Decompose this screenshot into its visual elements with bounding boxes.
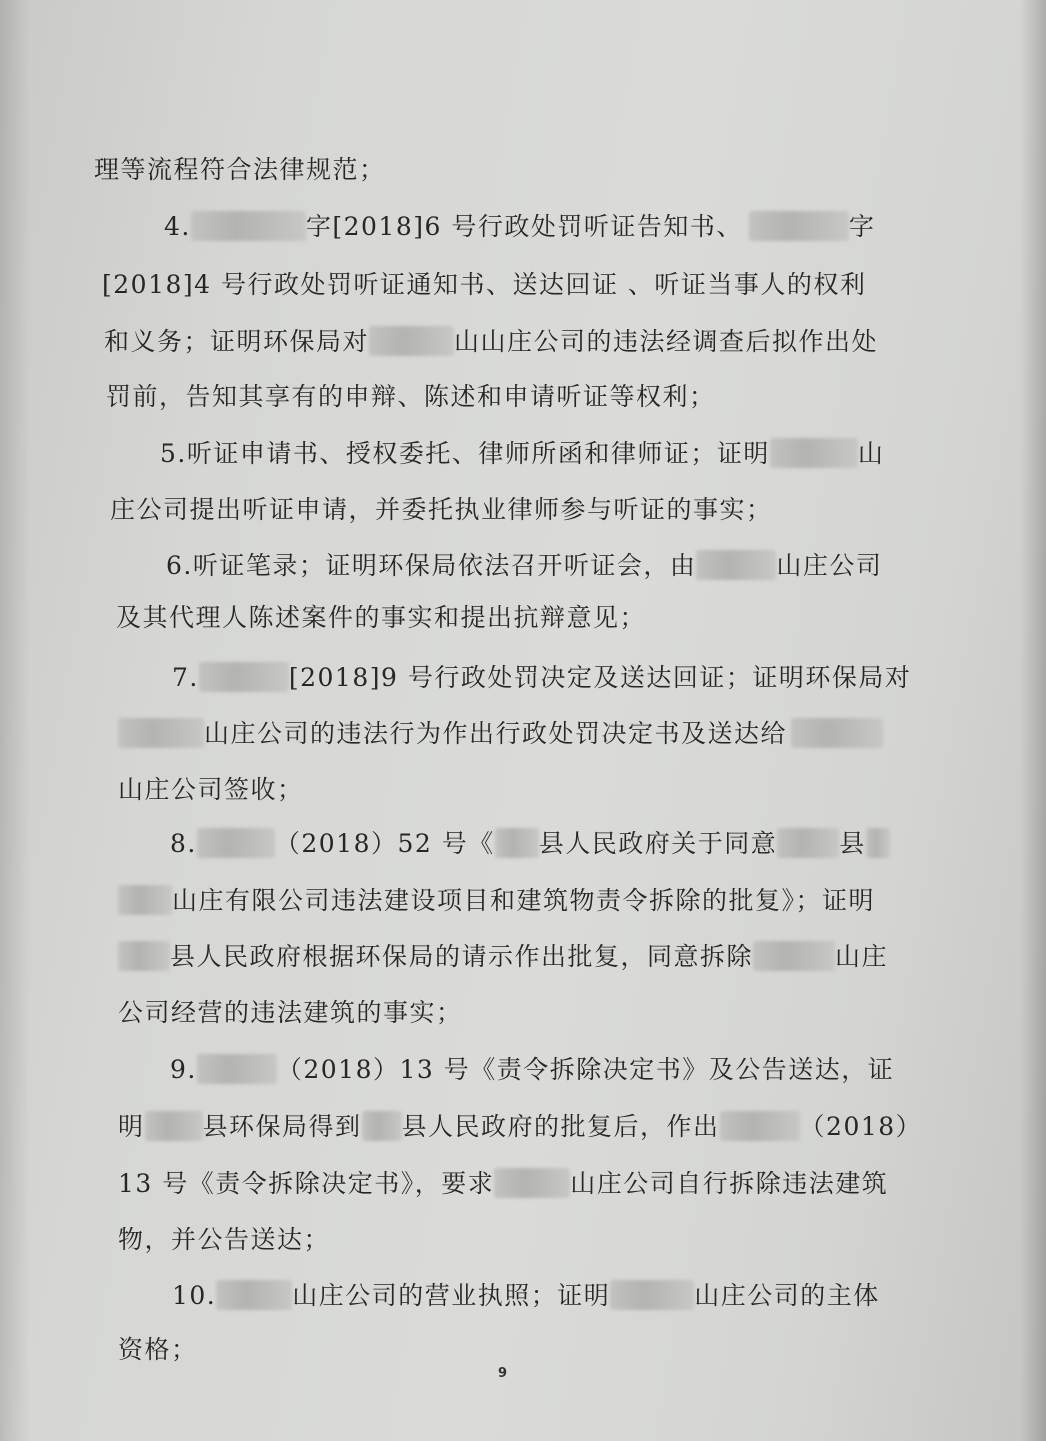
text-line — [172, 658, 911, 694]
text-segment: 山山庄公司的违法经调查后拟作出处 — [454, 327, 879, 356]
text-segment: 和义务；证明环保局对 — [104, 327, 370, 356]
text-line — [118, 1107, 922, 1143]
redacted-block — [749, 211, 849, 241]
text-segment: 物，并公告送达； — [118, 1225, 331, 1254]
text-line — [116, 598, 646, 634]
redacted-block — [720, 1111, 800, 1141]
text-line — [118, 714, 883, 750]
text-line — [170, 1050, 894, 1086]
text-line — [118, 1164, 888, 1200]
text-line — [102, 265, 866, 301]
text-segment: 罚前，告知其享有的申辩、陈述和申请听证等权利； — [106, 382, 716, 411]
redacted-block — [777, 828, 839, 858]
text-segment: 山庄有限公司违法建设项目和建筑物责令拆除的批复》；证明 — [172, 886, 876, 915]
text-line — [104, 322, 878, 358]
text-segment: 理等流程符合法律规范； — [94, 155, 386, 184]
text-line — [118, 993, 463, 1029]
page-number: 9 — [498, 1366, 508, 1381]
redacted-block — [191, 211, 306, 241]
text-segment: （2018） — [799, 1112, 923, 1141]
text-line — [118, 1220, 330, 1256]
text-line — [106, 377, 716, 413]
text-segment: （2018）52 号《 — [274, 829, 495, 858]
text-segment: [2018]4 号行政处罚听证通知书、送达回证 、听证当事人的权利 — [102, 270, 867, 299]
text-segment: 山 — [857, 439, 885, 468]
redacted-block — [494, 1168, 570, 1198]
item-number: 4. — [164, 212, 191, 241]
redacted-block — [696, 550, 776, 580]
redacted-block — [495, 828, 539, 858]
item-number: 7. — [172, 663, 199, 692]
item-number: 9. — [170, 1055, 197, 1084]
text-segment: 山庄公司签收； — [118, 775, 304, 804]
text-segment: 县人民政府根据环保局的请示作出批复，同意拆除 — [170, 942, 754, 971]
redacted-block — [791, 718, 883, 748]
text-line — [164, 207, 875, 243]
text-segment: 公司经营的违法建筑的事实； — [118, 998, 463, 1027]
text-line — [118, 1330, 198, 1366]
redacted-block — [199, 662, 289, 692]
text-segment: 6.听证笔录；证明环保局依法召开听证会，由 — [166, 551, 697, 580]
text-segment: 13 号《责令拆除决定书》，要求 — [118, 1169, 495, 1198]
redacted-block — [118, 885, 172, 915]
text-segment: 山庄公司的违法行为作出行政处罚决定书及送达给 — [204, 719, 788, 748]
redacted-block — [866, 828, 890, 858]
redacted-block — [369, 326, 454, 356]
redacted-block — [197, 1054, 277, 1084]
text-segment: 及其代理人陈述案件的事实和提出抗辩意见； — [116, 603, 647, 632]
text-segment: 山庄公司的主体 — [694, 1281, 880, 1310]
text-line — [160, 434, 884, 470]
page-shadow-right — [1020, 0, 1046, 1441]
text-segment: [2018]9 号行政处罚决定及送达回证；证明环保局对 — [288, 663, 912, 692]
text-line — [118, 937, 888, 973]
text-segment: 县人民政府关于同意 — [538, 829, 778, 858]
text-segment: 山庄公司 — [776, 551, 883, 580]
text-segment: 字[2018]6 号行政处罚听证告知书、 — [305, 212, 743, 241]
text-segment: 明 — [118, 1112, 145, 1141]
redacted-block — [145, 1111, 203, 1141]
text-segment: 庄公司提出听证申请，并委托执业律师参与听证的事实； — [110, 495, 773, 524]
text-line — [118, 770, 304, 806]
redacted-block — [770, 438, 858, 468]
redacted-block — [118, 718, 204, 748]
redacted-block — [753, 941, 835, 971]
text-segment: 县人民政府的批复后，作出 — [401, 1112, 720, 1141]
redacted-block — [362, 1111, 402, 1141]
text-segment: 山庄公司的营业执照；证明 — [292, 1281, 611, 1310]
text-segment: 5.听证申请书、授权委托、律师所函和律师证；证明 — [160, 439, 770, 468]
redacted-block — [197, 828, 275, 858]
redacted-block — [118, 941, 170, 971]
redacted-block — [610, 1280, 694, 1310]
text-line — [170, 824, 890, 860]
text-segment: 字 — [848, 212, 876, 241]
item-number: 8. — [170, 829, 197, 858]
item-number: 10. — [172, 1281, 217, 1310]
redacted-block — [216, 1280, 292, 1310]
text-line — [110, 490, 773, 526]
text-segment: 山庄 — [835, 942, 889, 971]
text-segment: 资格； — [118, 1335, 198, 1364]
text-segment: 县 — [839, 829, 866, 858]
text-segment: （2018）13 号《责令拆除决定书》及公告送达，证 — [276, 1055, 895, 1084]
text-line — [166, 546, 882, 582]
text-segment: 县环保局得到 — [202, 1112, 362, 1141]
text-line — [94, 150, 386, 186]
text-segment: 山庄公司自行拆除违法建筑 — [570, 1169, 889, 1198]
text-line — [172, 1276, 880, 1312]
text-line — [118, 881, 875, 917]
page-shadow-left — [0, 0, 30, 1441]
